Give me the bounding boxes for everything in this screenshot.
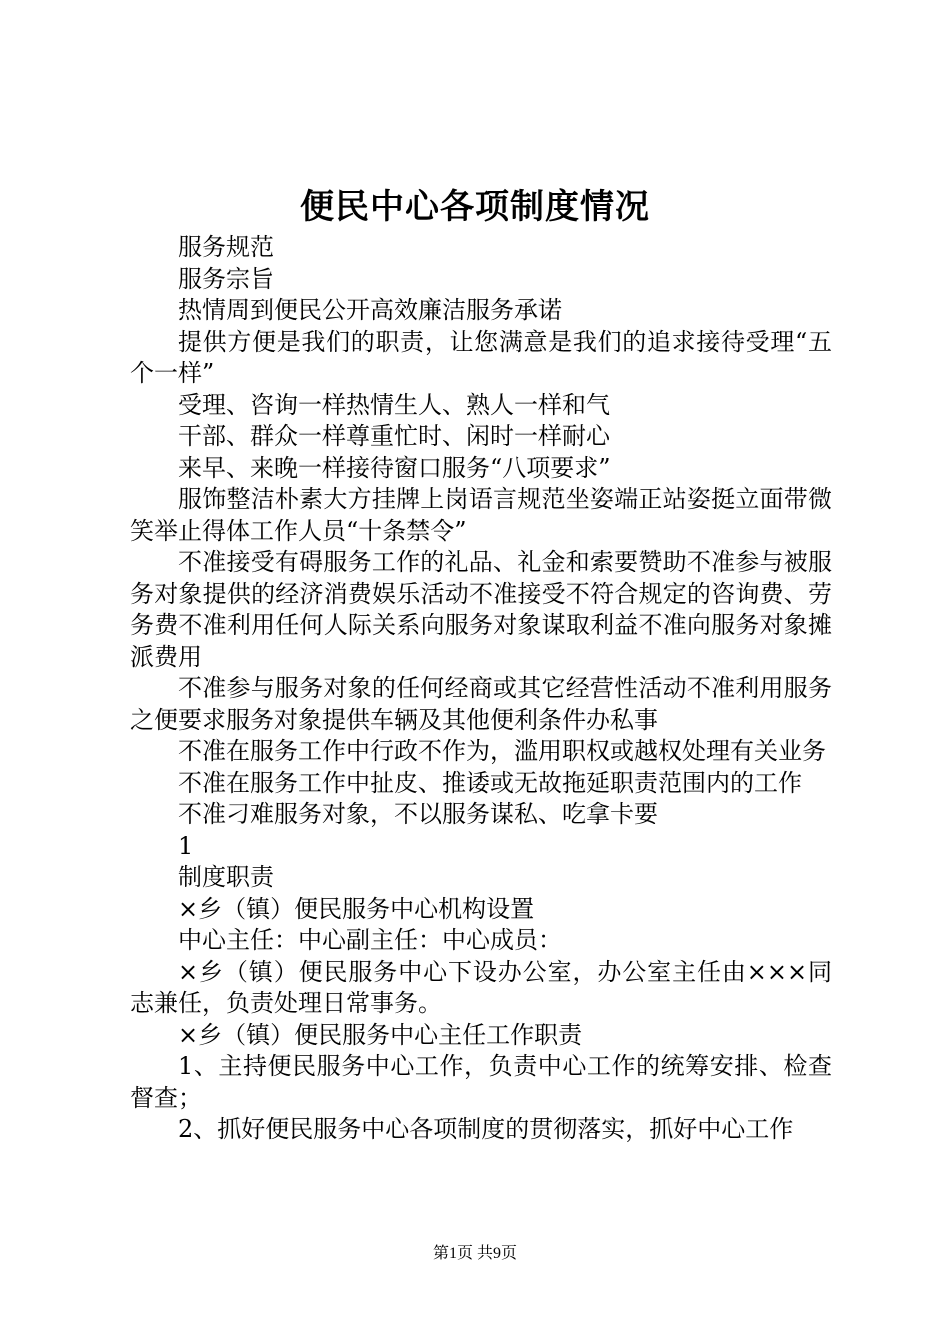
paragraph: ×乡（镇）便民服务中心下设办公室，办公室主任由×××同志兼任，负责处理日常事务。 [130, 957, 832, 1017]
paragraph: ×乡（镇）便民服务中心机构设置 [178, 894, 535, 923]
paragraph: 制度职责 [178, 863, 274, 891]
paragraph: 热情周到便民公开高效廉洁服务承诺 [178, 296, 562, 324]
paragraph: 干部、群众一样尊重忙时、闲时一样耐心 [178, 422, 610, 450]
document-body [130, 232, 832, 1146]
paragraph: 服饰整洁朴素大方挂牌上岗语言规范坐姿端正站姿挺立面带微笑举止得体工作人员“十条禁令” [130, 485, 832, 545]
paragraph: 2、抓好便民服务中心各项制度的贯彻落实，抓好中心工作 [178, 1115, 794, 1143]
paragraph: 不准在服务工作中扯皮、推诿或无故拖延职责范围内的工作 [178, 768, 802, 797]
paragraph: 受理、咨询一样热情生人、熟人一样和气 [178, 390, 610, 419]
paragraph: 服务规范 [178, 233, 274, 261]
paragraph: 不准刁难服务对象，不以服务谋私、吃拿卡要 [178, 800, 658, 828]
paragraph: 提供方便是我们的职责，让您满意是我们的追求接待受理“五个一样” [130, 327, 832, 387]
document-title: 便民中心各项制度情况 [300, 187, 650, 227]
paragraph: 不准接受有碍服务工作的礼品、礼金和索要赞助不准参与被服务对象提供的经济消费娱乐活动不准接受不符合规定的咨询费、劳务费不准利用任何人际关系向服务对象谋取利益不准向服务对象摊派费用 [130, 548, 832, 671]
paragraph: 1、主持便民服务中心工作，负责中心工作的统筹安排、检查督查； [130, 1052, 832, 1112]
paragraph: 来早、来晚一样接待窗口服务“八项要求” [178, 453, 611, 482]
paragraph: 服务宗旨 [178, 264, 274, 293]
paragraph: 不准参与服务对象的任何经商或其它经营性活动不准利用服务之便要求服务对象提供车辆及其他便利条件办私事 [130, 674, 832, 734]
paragraph: ×乡（镇）便民服务中心主任工作职责 [178, 1020, 583, 1049]
paragraph: 1 [178, 831, 194, 860]
page-footer: 第1页 共9页 [432, 1245, 517, 1262]
paragraph: 不准在服务工作中行政不作为，滥用职权或越权处理有关业务 [178, 737, 826, 765]
paragraph: 中心主任：中心副主任：中心成员： [178, 926, 562, 954]
